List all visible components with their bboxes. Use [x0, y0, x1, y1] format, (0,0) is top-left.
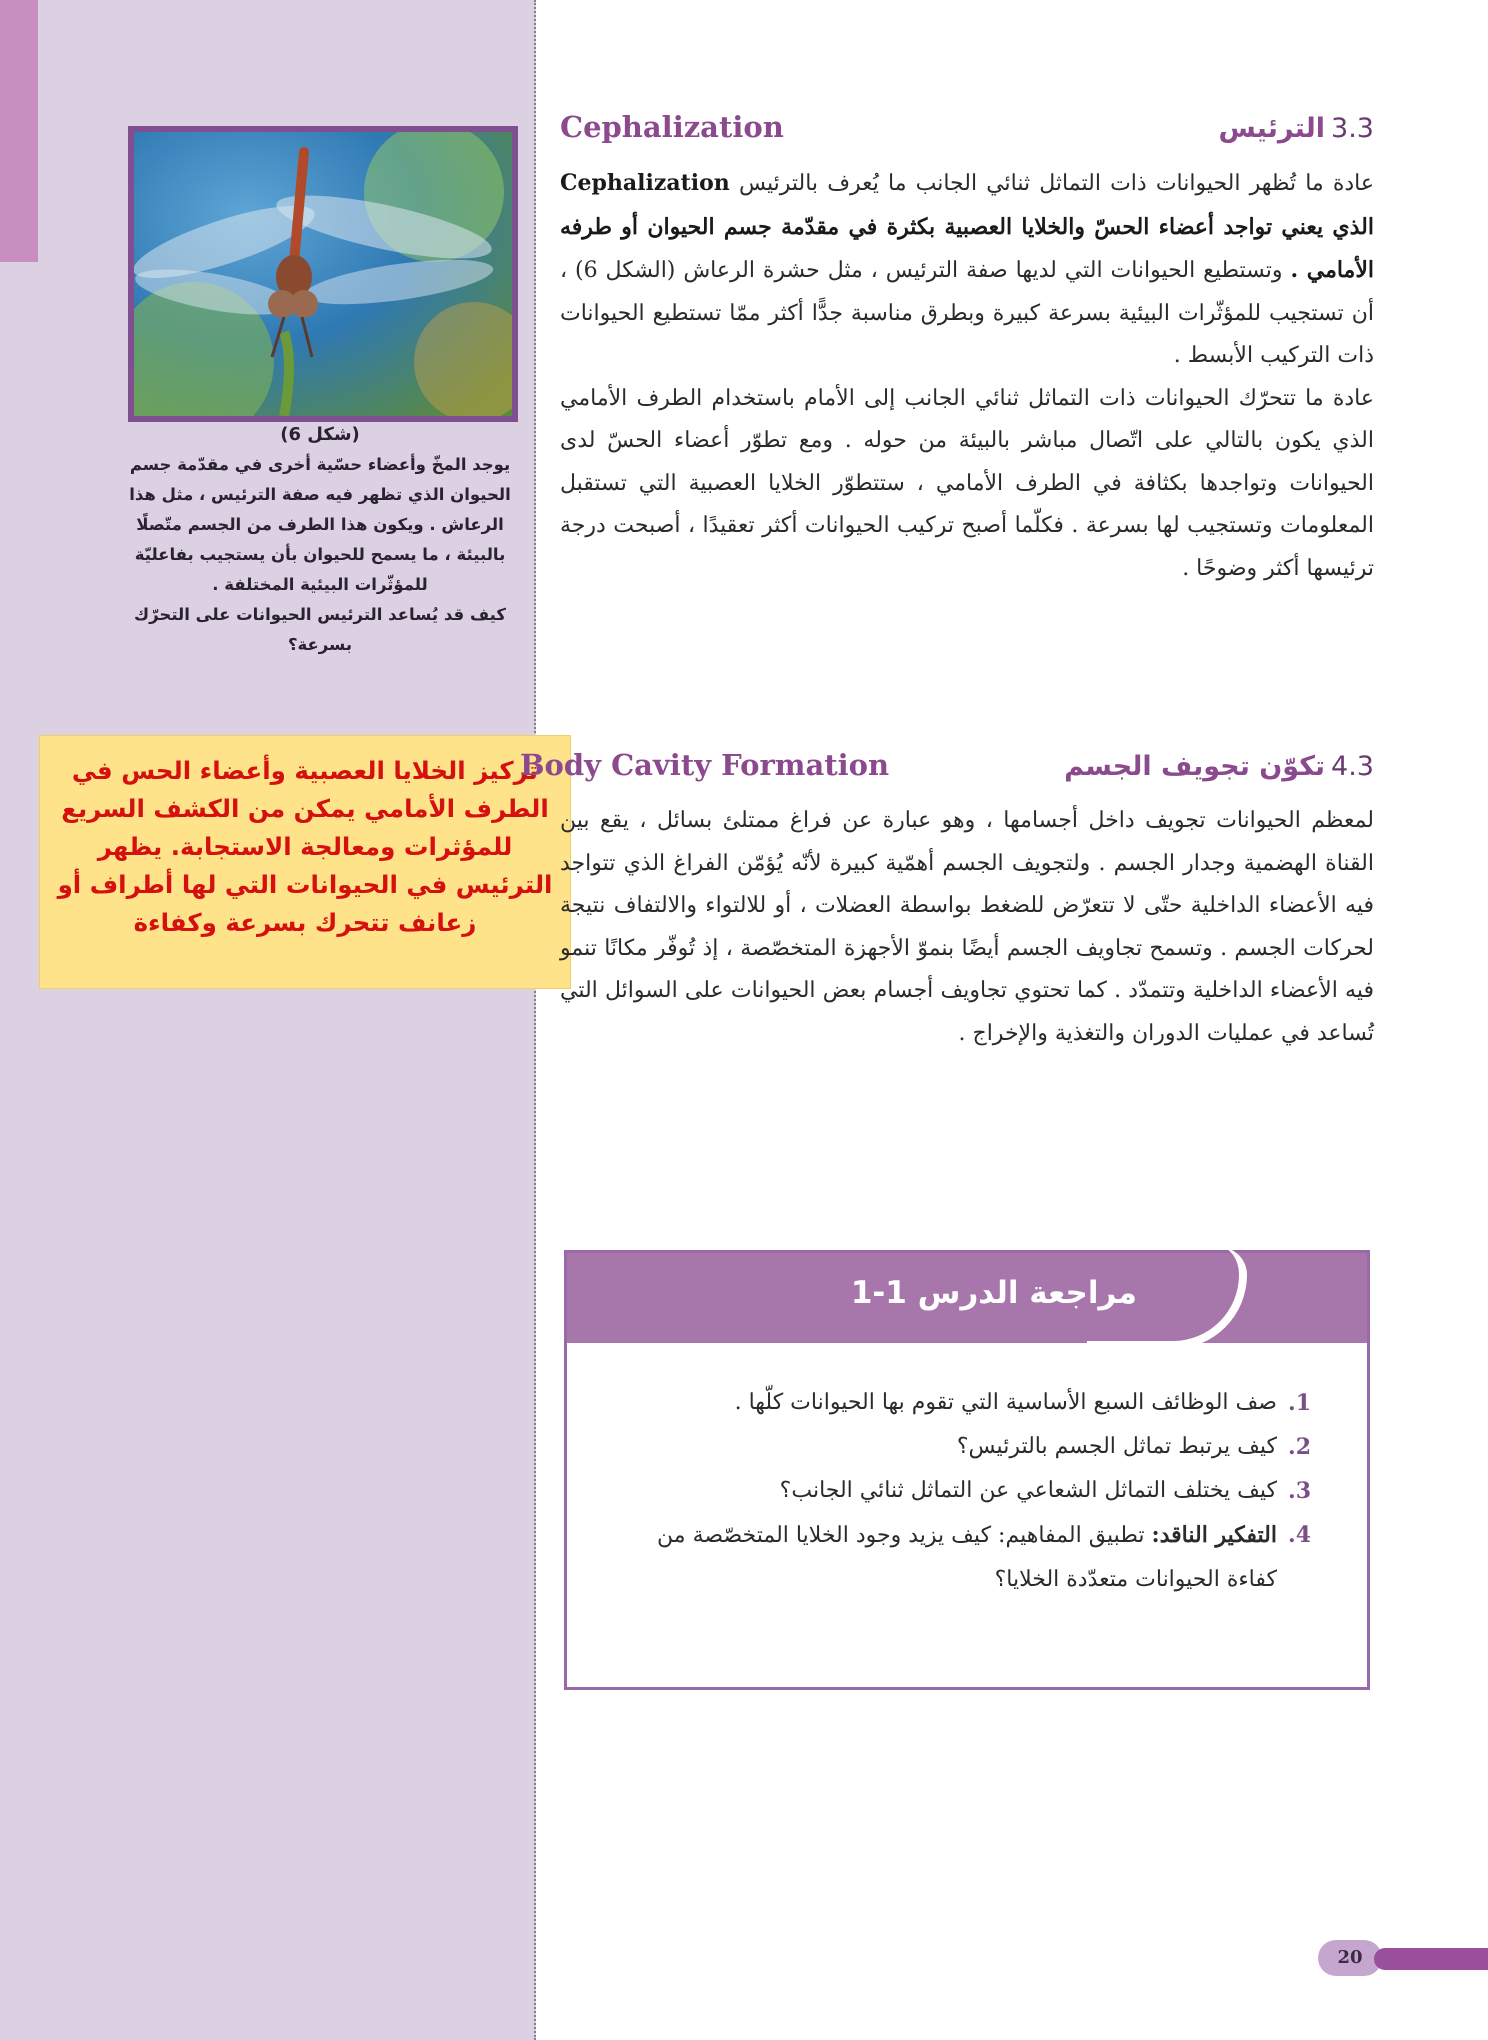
review-header — [567, 1253, 1367, 1343]
review-questions — [567, 1343, 1367, 1602]
question-number: 4. — [1288, 1522, 1311, 1548]
paragraph — [560, 162, 1374, 378]
question-text: صف الوظائف السبع الأساسية التي تقوم بها الحيوانات كلّها . — [734, 1390, 1277, 1415]
review-question — [607, 1469, 1311, 1513]
figure-question-line: كيف قد يُساعد الترئيس الحيوانات على التحرّك — [134, 605, 506, 624]
figure-caption-line: يوجد المخّ وأعضاء حسّية أخرى في مقدّمة جسم — [129, 455, 511, 474]
figure-question-line: بسرعة؟ — [287, 635, 353, 654]
section-heading — [520, 748, 1374, 800]
figure-caption-line: الحيوان الذي تظهر فيه صفة الترئيس ، مثل هذا — [129, 485, 511, 504]
page-number: 20 — [1318, 1940, 1382, 1976]
section-title-en: Body Cavity Formation — [520, 748, 890, 782]
question-number: 2. — [1288, 1434, 1311, 1460]
question-body: تطبيق المفاهيم: كيف يزيد وجود الخلايا المتخصّصة من كفاءة الحيوانات متعدّدة الخلايا؟ — [657, 1523, 1277, 1592]
paragraph-bold-definition: Cephalization الذي يعني تواجد أعضاء الحسّ والخلايا العصبية بكثرة في مقدّمة جسم الحيوان أو طرفه الأمامي . — [560, 170, 1374, 283]
section-title-text: تكوّن تجويف الجسم — [1064, 751, 1326, 782]
section-title-text: الترئيس — [1218, 113, 1326, 144]
section-title-ar — [1064, 751, 1374, 782]
dragonfly-photo — [128, 126, 518, 422]
figure-caption — [126, 420, 514, 660]
section-title-ar — [1219, 113, 1375, 144]
section-number: 4.3 — [1331, 751, 1374, 782]
figure-caption-line: للمؤثّرات البيئية المختلفة . — [212, 575, 428, 594]
paragraph-intro: عادة ما تُظهر الحيوانات ذات التماثل ثنائي الجانب ما يُعرف بالترئيس — [738, 171, 1374, 196]
question-label: التفكير الناقد: — [1151, 1522, 1277, 1548]
question-text — [607, 1513, 1277, 1602]
review-question — [607, 1513, 1311, 1602]
review-question — [607, 1425, 1311, 1469]
highlight-note: تركيز الخلايا العصبية وأعضاء الحس في الطرف الأمامي يمكن من الكشف السريع للمؤثرات ومعالجة الاستجابة. يظهر الترئيس في الحيوانات التي لها أطراف أو زعانف تتحرك بسرعة وكفاءة — [40, 736, 570, 988]
page-number-bar — [1374, 1948, 1488, 1970]
question-number: 3. — [1288, 1478, 1311, 1504]
question-text: كيف يختلف التماثل الشعاعي عن التماثل ثنائي الجانب؟ — [779, 1478, 1277, 1503]
sidebar-divider — [534, 0, 536, 2040]
section-heading — [560, 110, 1374, 162]
chapter-tab — [0, 0, 38, 262]
lesson-review-box — [564, 1250, 1370, 1690]
dragonfly-illustration — [134, 132, 512, 416]
figure-caption-line: بالبيئة ، ما يسمح للحيوان بأن يستجيب بفاعليّة — [134, 545, 506, 564]
paragraph: عادة ما تتحرّك الحيوانات ذات التماثل ثنائي الجانب إلى الأمام باستخدام الطرف الأمامي الذي يكون بالتالي على اتّصال مباشر بالبيئة من حوله . ومع تطوّر أعضاء الحسّ لدى الحيوانات وتواجدها بكثافة في الطرف الأمامي ، ستتطوّر الخلايا العصبية التي تستقبل المعلومات وتستجيب لها بسرعة . فكلّما أصبح تركيب الحيوانات أكثر تعقيدًا ، أصبحت درجة ترئيسها أكثر وضوحًا . — [560, 385, 1374, 581]
section-body-cavity — [520, 748, 1374, 1055]
question-text: كيف يرتبط تماثل الجسم بالترئيس؟ — [956, 1434, 1277, 1459]
figure-caption-title: (شكل 6) — [280, 424, 360, 445]
review-question — [607, 1381, 1311, 1425]
section-number: 3.3 — [1331, 113, 1374, 144]
section-title-en: Cephalization — [560, 110, 784, 144]
paragraph: لمعظم الحيوانات تجويف داخل أجسامها ، وهو عبارة عن فراغ ممتلئ بسائل ، يقع بين القناة الهضمية وجدار الجسم . ولتجويف الجسم أهمّية كبيرة لأنّه يُؤمّن الفراغ الذي تتواجد فيه الأعضاء الداخلية حتّى لا تتعرّض للضغط بواسطة العضلات ، أو للالتواء والالتفاف نتيجة لحركات الجسم . وتسمح تجاويف الجسم أيضًا بنموّ الأجهزة المتخصّصة ، إذ تُوفّر مكانًا تنمو فيه الأعضاء الداخلية وتتمدّد . كما تحتوي تجاويف أجسام بعض الحيوانات على السوائل التي تُساعد في عمليات الدوران والتغذية والإخراج . — [560, 808, 1374, 1046]
figure-caption-line: الرعاش . ويكون هذا الطرف من الجسم متّصلًا — [136, 515, 504, 534]
section-cephalization — [560, 110, 1374, 590]
question-number: 1. — [1288, 1390, 1311, 1416]
paragraph-rest: وتستطيع الحيوانات التي لديها صفة الترئيس ، مثل حشرة الرعاش (الشكل 6) ، أن تستجيب للمؤثّرات البيئية بسرعة كبيرة وبطرق مناسبة جدًّا أكثر ممّا تستطيع الحيوانات ذات التركيب الأبسط . — [560, 258, 1374, 368]
review-title: مراجعة الدرس 1-1 — [850, 1275, 1137, 1311]
